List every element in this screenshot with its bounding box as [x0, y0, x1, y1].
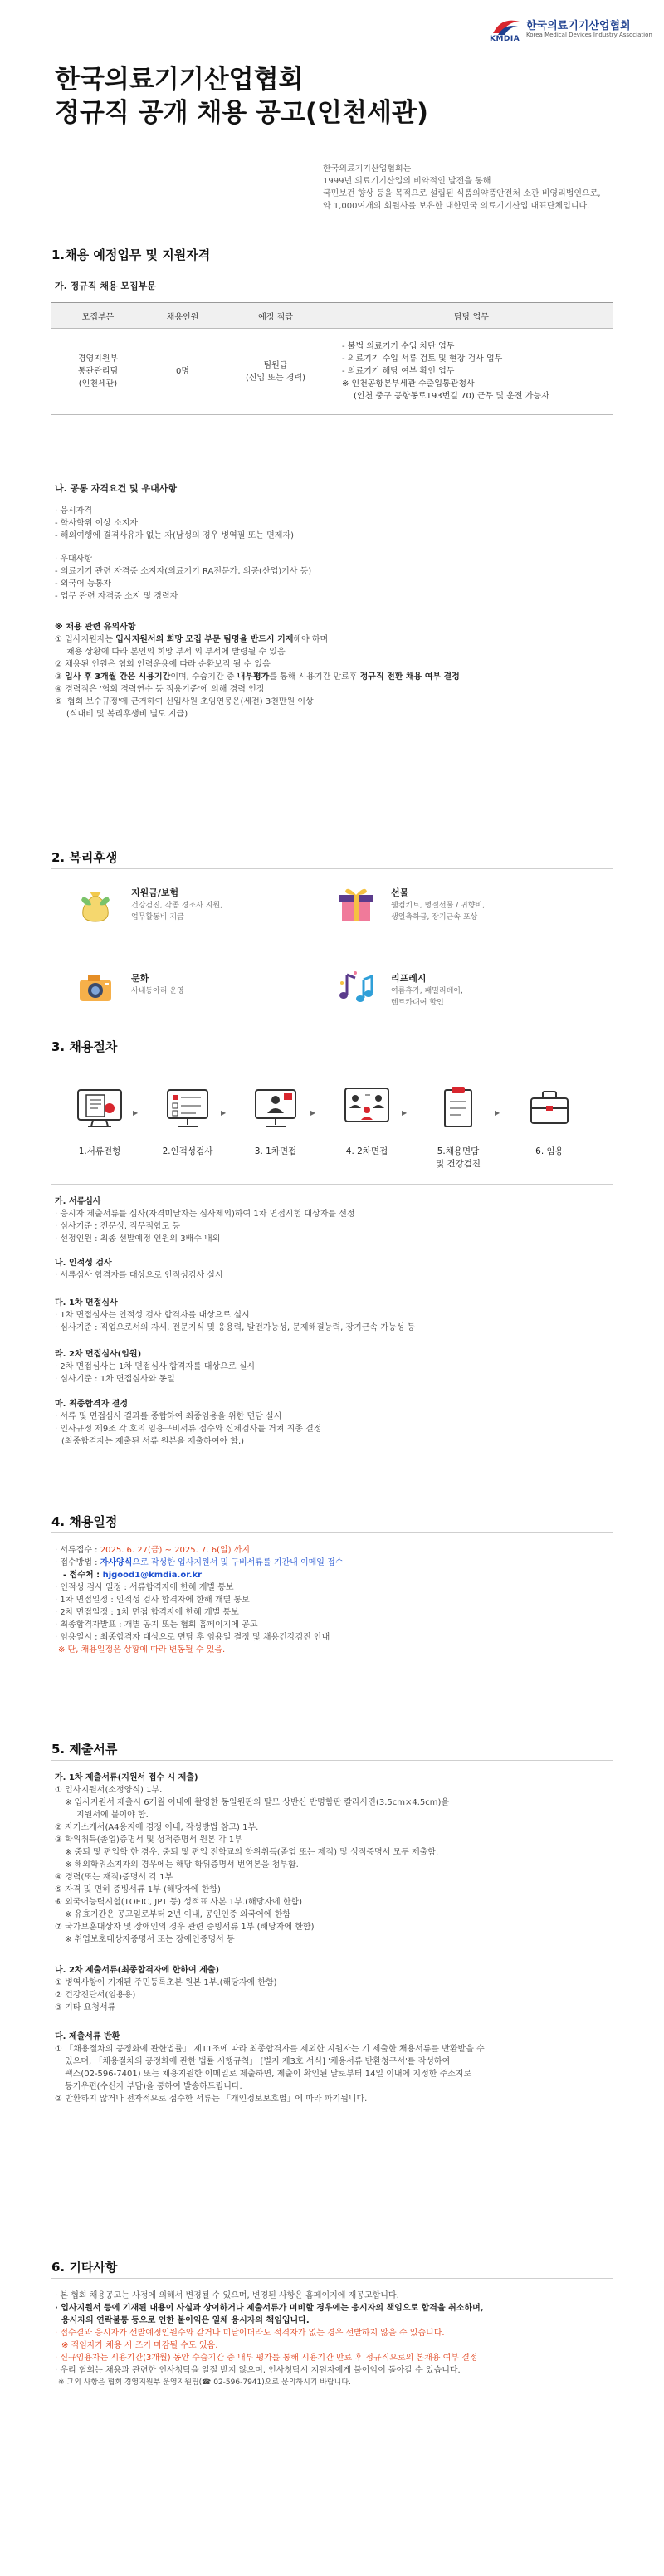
duties-cell: [330, 329, 613, 415]
notice-text: ① 입사지원자는: [55, 635, 116, 644]
document-item: 지원서에 붙이야 함.: [76, 1811, 149, 1820]
note-item: · 접수결과 응시자가 선발예정인원수와 같거나 미달이더라도 적격자가 없는 경우 선발하지 않을 수 있습니다.: [55, 2329, 445, 2338]
detail-line: · 응시자 제출서류를 심사(자격미달자는 심사제외)하여 1차 면접시험 대상자를 선정: [55, 1210, 355, 1219]
intro-text: [323, 163, 622, 213]
notice-text: 해야 하며: [293, 635, 329, 644]
qual-item: · 응시자격: [55, 506, 92, 516]
table-row: [51, 329, 613, 415]
page-title-line1: 한국의료기기산업협회: [55, 65, 304, 95]
section-divider: [51, 868, 613, 869]
process-detail: [55, 1297, 415, 1334]
schedule-item: · 1차 면접일정 : 인적성 검사 합격자에 한해 개별 통보: [55, 1596, 250, 1605]
welfare-title: 리프레시: [391, 973, 427, 984]
dept-line: (인천세관): [78, 379, 118, 389]
briefcase-icon: [525, 1083, 574, 1133]
note-item: · 입사지원서 등에 기재된 내용이 사실과 상이하거나 제출서류가 미비할 경우에는 응시자의 책임으로 합격을 취소하며,: [55, 2304, 484, 2313]
step-label: 3. 1차면접: [254, 1146, 297, 1156]
clipboard-icon: [433, 1083, 483, 1133]
document-item: ※ 해외학위소지자의 경우에는 해당 학위증명서 번역본을 첨부함.: [65, 1860, 299, 1870]
notice-text: 를 통해 시용기간 만료후: [269, 672, 360, 682]
step-label-line: 및 건강검진: [435, 1159, 481, 1169]
notice-text: 이며, 수습기간 중: [170, 672, 237, 682]
logo-name-ko: 한국의료기기산업협회: [526, 20, 631, 32]
schedule-item: · 임용일시 : 최종합격자 대상으로 면담 후 임용일 결정 및 채용건강검진 안내: [55, 1633, 330, 1642]
qual-item: - 해외여행에 결격사유가 없는 자(남성의 경우 병역필 또는 면제자): [55, 531, 295, 540]
table-header: 예정 직급: [221, 303, 330, 329]
section1-sub-a: 가. 정규직 채용 모집부문: [55, 281, 156, 291]
section1-sub-b: 나. 공통 자격요건 및 우대사항: [55, 483, 178, 494]
dept-line: 경영지원부: [77, 354, 119, 364]
camera-icon: [75, 966, 116, 1008]
page-title: [55, 63, 428, 130]
section-divider: [51, 1184, 613, 1185]
note-item: 응시자의 연락불통 등으로 인한 불이익은 일체 응시자의 책임입니다.: [61, 2316, 310, 2325]
schedule-item: · 2차 면접일정 : 1차 면접 합격자에 한해 개별 통보: [55, 1608, 239, 1617]
duty-line: - 의료기기 해당 여부 확인 업무: [342, 367, 455, 376]
section3-title: 3. 채용절차: [51, 1039, 118, 1054]
welfare-desc: [391, 985, 463, 1009]
money-bag-icon: [75, 883, 116, 925]
gift-box-icon: [335, 883, 377, 925]
group-meeting-icon: [342, 1083, 392, 1133]
detail-title: 가. 서류심사: [55, 1197, 101, 1206]
duty-line: - 의료기기 수입 서류 검토 및 현장 검사 업무: [342, 354, 503, 364]
duty-line: (인천 중구 공항동로193번길 70) 근무 및 운전 가능자: [354, 392, 549, 401]
section-divider: [51, 1760, 613, 1761]
logo-abbr: KMDIA: [490, 35, 520, 43]
table-header: 모집부문: [51, 303, 144, 329]
step-arrow-icon: ▶: [495, 1109, 500, 1117]
schedule-list: [55, 1544, 343, 1656]
detail-line: · 서류심사 합격자를 대상으로 인적성검사 실시: [55, 1271, 223, 1280]
welfare-title: 문화: [131, 973, 149, 984]
notice-bold: 정규직 전환 채용 여부 결정: [359, 672, 460, 682]
document-item: ④ 경력(또는 재직)증명서 각 1부: [55, 1873, 173, 1882]
step-arrow-icon: ▶: [402, 1109, 408, 1117]
step-arrow-icon: ▶: [310, 1109, 316, 1117]
notice-item: ⑤ '협회 보수규정'에 근거하여 신입사원 초임연봉은(세전) 3천만원 이상: [55, 697, 314, 706]
document-item: ⑤ 자격 및 면허 증빙서류 1부 (해당자에 한함): [55, 1885, 221, 1894]
table-header: 채용인원: [144, 303, 221, 329]
documents-title: 나. 2차 제출서류(최종합격자에 한하여 제출): [55, 1966, 220, 1975]
rank-line: 팀원급: [263, 360, 288, 370]
pref-item: - 외국어 능통자: [55, 579, 111, 589]
recruit-table: [51, 302, 613, 415]
section4-title: 4. 채용일정: [51, 1514, 118, 1529]
welfare-desc-line: 사내동아리 운영: [131, 987, 184, 995]
process-detail: [55, 1195, 355, 1245]
duty-line: ※ 인천공항본부세관 수출입통관청사: [342, 379, 475, 389]
document-item: ※ 입사지원서 제출시 6개월 이내에 촬영한 동일원판의 탈모 상반신 반명함판 칼라사진(3.5cm×4.5cm)을: [65, 1798, 450, 1807]
detail-line: · 인사규정 제9조 각 호의 임용구비서류 접수와 신체검사를 거쳐 최종 결정: [55, 1425, 322, 1434]
document-item: ※ 유효기간은 공고일로부터 2년 이내, 공인인증 외국어에 한함: [65, 1910, 291, 1919]
notice-bold: 입사지원서의 희망 모집 부문 팀명을 반드시 기재: [115, 635, 294, 644]
welfare-desc: [391, 900, 485, 923]
documents-first: [55, 1772, 449, 1946]
document-item: ② 자기소개서(A4용지에 경쟁 이내, 작성방법 참고) 1부.: [55, 1823, 259, 1832]
schedule-item: [55, 1557, 343, 1569]
notice-text: ③: [55, 672, 66, 682]
document-item: ③ 학위취득(졸업)증명서 및 성적증명서 원본 각 1부: [55, 1835, 242, 1845]
notice-item: [55, 633, 460, 646]
document-item: ⑦ 국가보훈대상자 및 장애인의 경우 관련 증빙서류 1부 (해당자에 한함): [55, 1923, 315, 1932]
schedule-warning: ※ 단, 채용일정은 상황에 따라 변동될 수 있음.: [58, 1645, 226, 1655]
step-label: 6. 임용: [535, 1146, 564, 1156]
document-item: ※ 중퇴 및 편입학 한 경우, 중퇴 및 편입 전학교의 학위취득(졸업 또는 제적) 및 성적증명서 모두 제출함.: [65, 1848, 439, 1857]
logo-name-en: Korea Medical Devices Industry Association: [526, 32, 652, 38]
schedule-item: [55, 1569, 343, 1581]
contact-email-link[interactable]: hjgood1@kmdia.or.kr: [102, 1571, 203, 1580]
welfare-desc-line: 업무활동비 지급: [131, 913, 184, 921]
pref-item: - 의료기기 관련 자격증 소지자(의료기기 RA전문가, 의공(산업)기사 등): [55, 567, 312, 576]
section2-title: 2. 복리후생: [51, 850, 118, 865]
process-detail: [55, 1398, 321, 1448]
step-label: 4. 2차면접: [345, 1146, 388, 1156]
document-item: 등기우편(수신자 부담)을 통하여 발송하드립니다.: [65, 2082, 242, 2091]
section-divider: [51, 2278, 613, 2279]
note-item: · 우리 협회는 채용과 관련한 인사청탁을 일절 받지 않으며, 인사청탁시 지원자에게 불이익이 돌아갈 수 있습니다.: [55, 2366, 461, 2375]
notice-bold: 입사 후 3개월 간은 시용기간: [65, 672, 171, 682]
other-notes: [55, 2290, 484, 2388]
page-title-line2: 정규직 공개 채용 공고(인천세관): [55, 98, 429, 128]
document-item: ⑥ 외국어능력시험(TOEIC, JPT 등) 성적표 사본 1부.(해당자에 한함): [55, 1898, 303, 1907]
document-item: ① 「채용절차의 공정화에 관한법률」 제11조에 따라 최종합격자를 제외한 지원자는 기 제출한 채용서류를 반환받을 수: [55, 2045, 485, 2054]
pref-item: · 우대사항: [55, 555, 92, 564]
notice-bold: 내부평가: [237, 672, 270, 682]
section1-title: 1.채용 예정업무 및 지원자격: [51, 247, 211, 262]
music-notes-icon: [335, 966, 377, 1008]
detail-line: · 심사기준 : 1차 면접심사와 동일: [55, 1375, 175, 1384]
detail-line: (최종합격자는 제출된 서류 원본을 제출하여야 함.): [61, 1437, 245, 1446]
documents-title: 가. 1차 제출서류(지원서 접수 시 제출): [55, 1773, 198, 1782]
welfare-title: 선물: [391, 887, 409, 898]
document-item: ② 반환하지 않거나 전자적으로 접수한 서류는 「개인정보보호법」에 따라 파기됩니다.: [55, 2095, 368, 2104]
schedule-item: · 최종합격자발표 : 개별 공지 또는 협회 홈페이지에 공고: [55, 1620, 258, 1630]
welfare-desc-line: 여름휴가, 패밀리데이,: [391, 987, 463, 995]
step-label: 2.인적성검사: [162, 1146, 213, 1156]
schedule-item: · 인적성 검사 일정 : 서류합격자에 한해 개별 통보: [55, 1583, 234, 1592]
intro-line: 1999년 의료기기산업의 비약적인 발전을 통해: [323, 177, 491, 186]
notice-item: ④ 경력직은 '협회 경력연수 등 적용기준'에 의해 경력 인정: [55, 685, 265, 694]
application-period: 2025. 6. 27(금) ~ 2025. 7. 6(일) 까지: [100, 1546, 251, 1555]
notice-item: ② 채용된 인원은 협회 인력운용에 따라 순환보직 될 수 있음: [55, 660, 271, 669]
welfare-desc-line: 생일축하금, 장기근속 포상: [391, 913, 478, 921]
pref-item: - 업무 관련 자격증 소지 및 경력자: [55, 592, 178, 601]
note-item: · 신규임용자는 시용기간(3개월) 동안 수습기간 중 내부 평가를 통해 시용기간 만료 후 정규직으로의 본채용 여부 결정: [55, 2354, 478, 2363]
intro-line: 국민보건 향상 등을 목적으로 설립된 식품의약품안전처 소관 비영리법인으로,: [323, 189, 601, 198]
step-label-line: 5.채용면담: [437, 1146, 480, 1156]
preference-list: [55, 553, 311, 603]
section-divider: [51, 1532, 613, 1533]
step-arrow-icon: ▶: [133, 1109, 139, 1117]
documents-second: [55, 1964, 277, 2014]
rank-cell: [221, 329, 330, 415]
document-item: ③ 기타 요청서류: [55, 2003, 116, 2012]
section6-title: 6. 기타사항: [51, 2260, 118, 2275]
dept-cell: [51, 329, 144, 415]
detail-title: 나. 인적성 검사: [55, 1259, 112, 1268]
notice-item: 채용 상황에 따라 본인의 희망 부서 외 부서에 발령될 수 있음: [66, 648, 286, 657]
document-screen-icon: [75, 1083, 124, 1133]
step-label: 1.서류전형: [78, 1146, 121, 1156]
document-item: 팩스(02-596-7401) 또는 채용지원한 이메일로 제출하면, 제출이 확인된 날로부터 14일 이내에 지정한 주소지로: [65, 2070, 472, 2079]
method-text: 으로 작성한 입사지원서 및 구비서류를 기간내 이메일 접수: [132, 1558, 344, 1567]
step-label: [417, 1146, 500, 1171]
detail-line: · 1차 면접심사는 인적성 검사 합격자를 대상으로 실시: [55, 1311, 250, 1320]
method-bold: 자사양식: [100, 1558, 133, 1567]
document-item: ① 병역사항이 기재된 주민등록초본 원본 1부.(해당자에 한함): [55, 1978, 277, 1987]
detail-line: · 선정인원 : 최종 선발예정 인원의 3배수 내외: [55, 1234, 221, 1244]
step-arrow-icon: ▶: [221, 1109, 227, 1117]
document-item: 있으며, 「채용절차의 공정화에 관한 법률 시행규칙」 [별지 제3호 서식] '채용서류 반환청구서'를 작성하여: [65, 2057, 451, 2066]
qual-item: - 학사학위 이상 소지자: [55, 519, 139, 528]
note-item: ※ 그외 사항은 협회 경영지원부 운영지원팀(☎ 02-596-7941)으로 문의하시기 바랍니다.: [58, 2378, 351, 2387]
welfare-title: 지원금/보험: [131, 887, 179, 898]
process-detail: [55, 1257, 223, 1282]
table-header: 담당 업무: [330, 303, 613, 329]
welfare-desc: [131, 900, 222, 923]
document-item: ① 입사지원서(소정양식) 1부.: [55, 1786, 163, 1795]
duty-line: - 불법 의료기기 수입 차단 업무: [342, 342, 455, 351]
section5-title: 5. 제출서류: [51, 1742, 118, 1757]
notice-list: [55, 621, 460, 721]
schedule-label: · 서류접수 :: [55, 1546, 100, 1555]
document-item: ② 건강진단서(임용용): [55, 1991, 136, 2000]
intro-line: 한국의료기기산업협회는: [323, 164, 412, 174]
note-item: · 본 협회 채용공고는 사정에 의해서 변경될 수 있으며, 변경된 사항은 홈페이지에 재공고합니다.: [55, 2291, 399, 2300]
welfare-desc-line: 웰컴키트, 명절선물 / 귀향비,: [391, 902, 485, 910]
kmdia-logo: [490, 13, 652, 45]
detail-title: 마. 최종합격자 결정: [55, 1400, 129, 1409]
video-call-icon: [251, 1083, 300, 1133]
process-detail: [55, 1348, 255, 1386]
notice-title: ※ 채용 관련 유의사항: [55, 623, 136, 632]
welfare-desc-line: 렌트카대여 할인: [391, 999, 444, 1007]
documents-title: 다. 제출서류 반환: [55, 2032, 120, 2041]
notice-item: [55, 671, 460, 683]
qualification-list: [55, 505, 294, 542]
detail-line: · 심사기준 : 전문성, 직무적합도 등: [55, 1222, 181, 1231]
rank-line: (신입 또는 경력): [245, 373, 306, 383]
detail-title: 다. 1차 면접심사: [55, 1298, 118, 1308]
schedule-label: · 접수방법 :: [55, 1558, 100, 1567]
schedule-item: [55, 1544, 343, 1557]
document-item: ※ 취업보호대상자증명서 또는 장애인증명서 등: [65, 1935, 235, 1944]
detail-line: · 심사기준 : 직업으로서의 자세, 전문지식 및 응용력, 발전가능성, 문제해결능력, 장기근속 가능성 등: [55, 1323, 416, 1332]
dept-line: 통관관리팀: [77, 367, 119, 376]
documents-return: [55, 2031, 485, 2105]
checklist-screen-icon: [163, 1083, 212, 1133]
intro-line: 약 1,000여개의 회원사를 보유한 대한민국 의료기기산업 대표단체입니다.: [323, 202, 590, 211]
welfare-desc-line: 건강검진, 각종 경조사 지원,: [131, 902, 222, 910]
email-label: - 접수처 :: [63, 1571, 103, 1580]
detail-line: · 2차 면접심사는 1차 면접심사 합격자를 대상으로 실시: [55, 1362, 256, 1371]
welfare-desc: [131, 985, 184, 997]
count-cell: 0명: [144, 329, 221, 415]
detail-title: 라. 2차 면접심사(임원): [55, 1350, 142, 1359]
detail-line: · 서류 및 면접심사 결과를 종합하여 최종임용을 위한 면담 실시: [55, 1412, 282, 1421]
notice-item: (식대비 및 복리후생비 별도 지급): [66, 710, 188, 719]
note-item: ※ 적임자가 채용 시 조기 마감될 수도 있음.: [61, 2341, 218, 2350]
